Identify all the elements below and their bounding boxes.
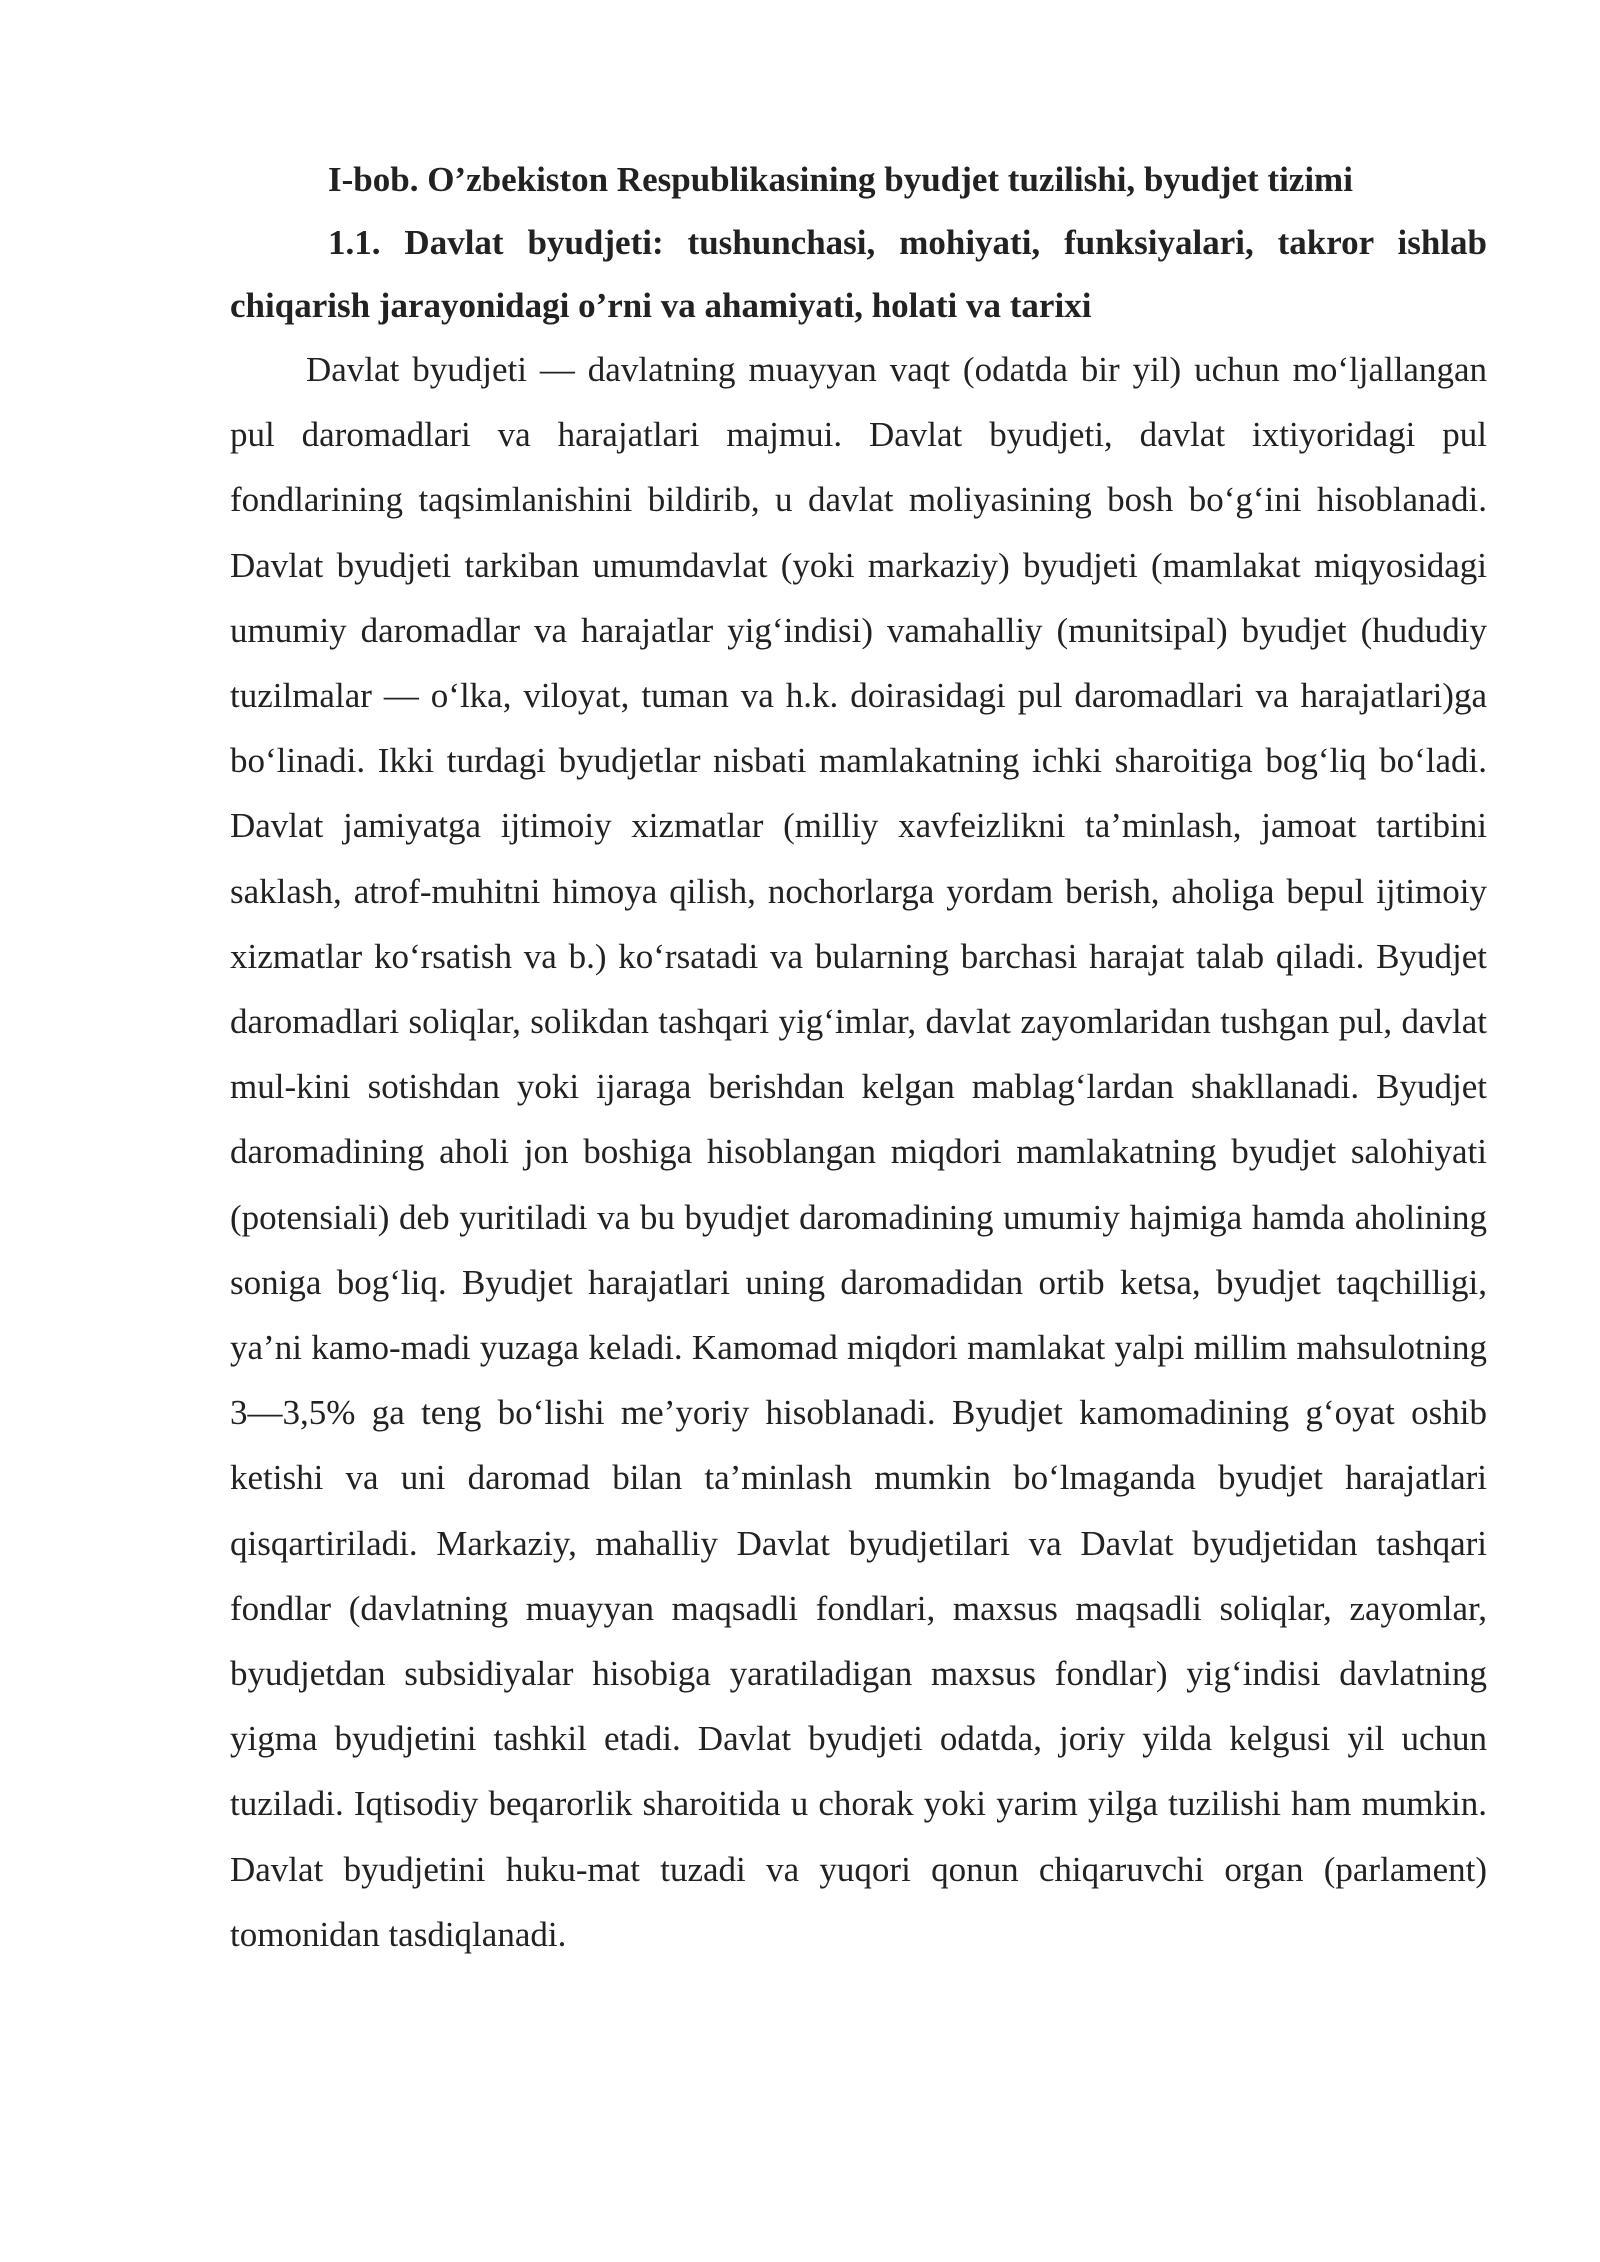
chapter-title: I-bob. O’zbekiston Respublikasining byudjet tuzilishi, byudjet tizimi bbox=[328, 160, 1353, 199]
document-content bbox=[230, 148, 1487, 1967]
section-title: 1.1. Davlat byudjeti: tushunchasi, mohiyati, funksiyalari, takror ishlab chiqarish jarayonidagi o’rni va ahamiyati, holati va tarixi bbox=[230, 223, 1487, 325]
body-paragraph: Davlat byudjeti — davlatning muayyan vaqt (odatda bir yil) uchun mo‘ljallangan pul daromadlari va harajatlari majmui. Davlat byudjeti, davlat ixtiyoridagi pul fondlarining taqsimlanishini bildirib, u davlat moliyasining bosh bo‘g‘ini hisoblanadi. Davlat byudjeti tarkiban umumdavlat (yoki markaziy) byudjeti (mamlakat miqyosidagi umumiy daromadlar va harajatlar yig‘indisi) vamahalliy (munitsipal) byudjet (hududiy tuzilmalar — o‘lka, viloyat, tuman va h.k. doirasidagi pul daromadlari va harajatlari)ga bo‘linadi. Ikki turdagi byudjetlar nisbati mamlakatning ichki sharoitiga bog‘liq bo‘ladi. Davlat jamiyatga ijtimoiy xizmatlar (milliy xavfeizlikni ta’minlash, jamoat tartibini saklash, atrof-muhitni himoya qilish, nochorlarga yordam berish, aholiga bepul ijtimoiy xizmatlar ko‘rsatish va b.) ko‘rsatadi va bularning barchasi harajat talab qiladi. Byudjet daromadlari soliqlar, solikdan tashqari yig‘imlar, davlat zayomlaridan tushgan pul, davlat mul-kini sotishdan yoki ijaraga berishdan kelgan mablag‘lardan shakllanadi. Byudjet daromadining aholi jon boshiga hisoblangan miqdori mamlakatning byudjet salohiyati (potensiali) deb yuritiladi va bu byudjet daromadining umumiy hajmiga hamda aholining soniga bog‘liq. Byudjet harajatlari uning daromadidan ortib ketsa, byudjet taqchilligi, ya’ni kamo-madi yuzaga keladi. Kamomad miqdori mamlakat yalpi millim mahsulotning 3—3,5% ga teng bo‘lishi me’yoriy hisoblanadi. Byudjet kamomadining g‘oyat oshib ketishi va uni daromad bilan ta’minlash mumkin bo‘lmaganda byudjet harajatlari qisqartiriladi. Markaziy, mahalliy Davlat byudjetilari va Davlat byudjetidan tashqari fondlar (davlatning muayyan maqsadli fondlari, maxsus maqsadli soliqlar, zayomlar, byudjetdan subsidiyalar hisobiga yaratiladigan maxsus fondlar) yig‘indisi davlatning yigma byudjetini tashkil etadi. Davlat byudjeti odatda, joriy yilda kelgusi yil uchun tuziladi. Iqtisodiy beqarorlik sharoitida u chorak yoki yarim yilga tuzilishi ham mumkin. Davlat byudjetini huku-mat tuzadi va yuqori qonun chiqaruvchi organ (parlament) tomonidan tasdiqlanadi. bbox=[230, 350, 1487, 1954]
